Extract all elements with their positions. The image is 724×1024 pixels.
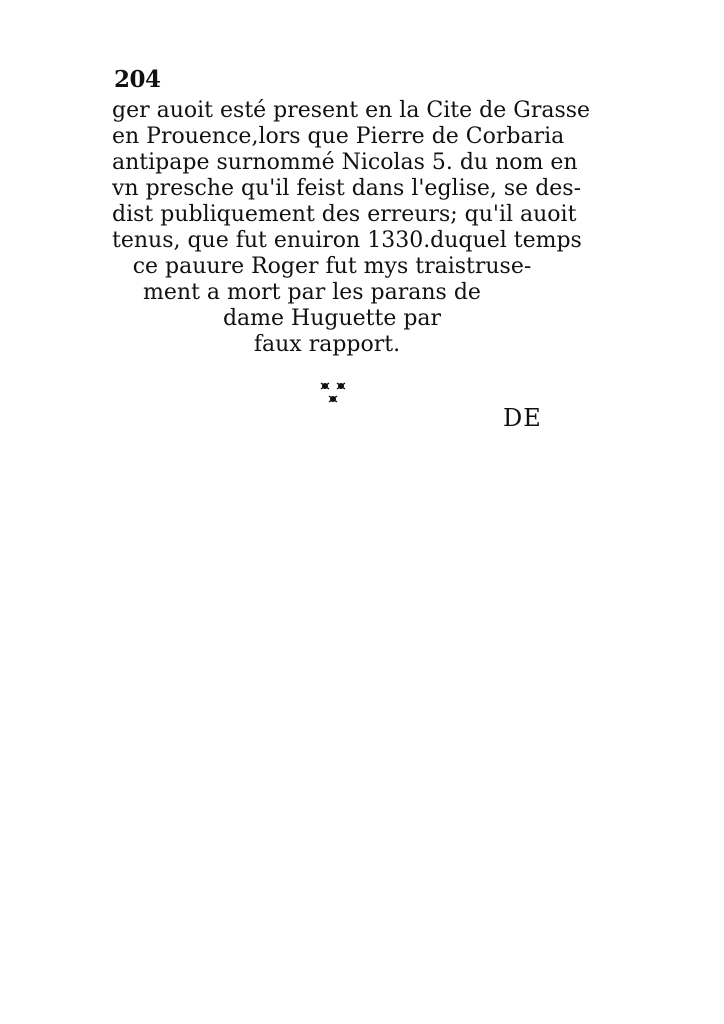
text-line: ce pauure Roger fut mys traistruse- (132, 254, 532, 279)
text-line: tenus, que fut enuiron 1330.duquel temps (112, 228, 582, 253)
text-line: faux rapport. (253, 332, 401, 357)
catchword: DE (503, 404, 542, 432)
text-line: dame Huguette par (222, 306, 442, 331)
text-line: dist publiquement des erreurs; qu'il auoit (112, 202, 577, 227)
text-line: vn presche qu'il feist dans l'eglise, se des- (112, 176, 582, 201)
body-text (112, 98, 591, 358)
page-number: 204 (114, 66, 161, 93)
text-line: ger auoit esté present en la Cite de Grasse (112, 98, 591, 123)
text-line: en Prouence,lors que Pierre de Corbaria (112, 124, 565, 149)
text-line: ment a mort par les parans de (143, 280, 481, 305)
text-line: antipape surnommé Nicolas 5. du nom en (112, 150, 578, 175)
fleuron-ornament-icon (300, 380, 360, 410)
